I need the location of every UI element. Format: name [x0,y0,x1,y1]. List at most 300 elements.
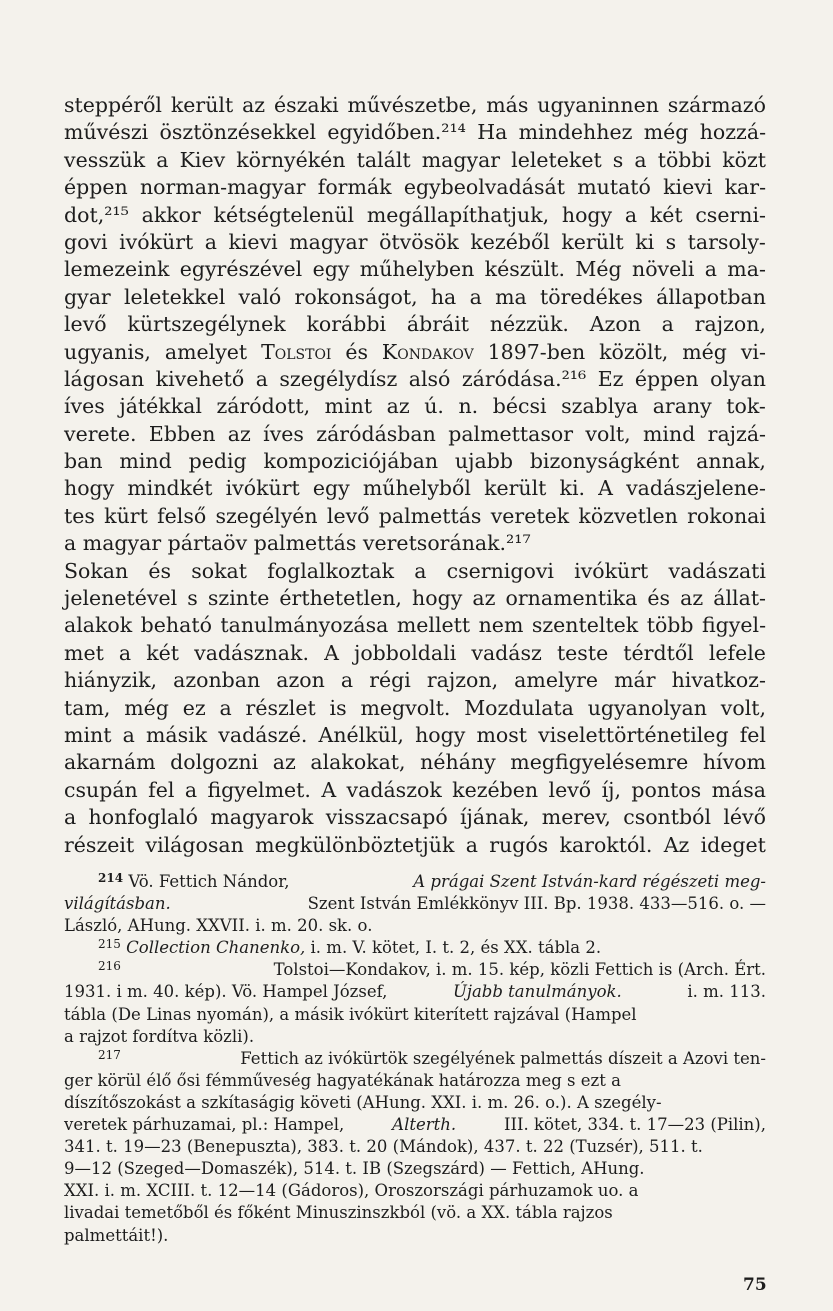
footnote-text: 341. t. 19—23 (Benepuszta), 383. t. 20 (Mándok), 437. t. 22 (Tuzsér), 511. t. [64,1137,703,1157]
footnote-text: 9—12 (Szeged—Domaszék), 514. t. IB (Szegszárd) — Fettich, AHung. [64,1159,645,1179]
word: íjának, [459,805,530,830]
word: állat- [713,586,766,611]
text-line [64,503,766,530]
word: készült. [484,257,566,282]
word: Ez [597,366,624,391]
word: govi [64,229,108,254]
footnote-217 [64,1048,766,1070]
word: térdtől [623,640,694,665]
footnote-text: a rajzot fordítva közli). [64,1026,255,1046]
word: kompoziciójában [263,449,439,474]
word: a [184,777,198,802]
footnote-216 [64,959,766,981]
word: olyan [710,366,766,391]
word: A [324,640,339,665]
word: még [682,339,727,364]
word: palmettás [247,531,357,556]
word: részeit [64,832,135,857]
word: lefele [708,640,766,665]
word: szinte [207,586,270,611]
word: és [148,558,172,583]
text-line [64,804,766,831]
text-line [64,722,766,749]
word: hiányzik, [64,668,158,693]
footnote-line [64,1026,766,1048]
word: megfigyelésemre [510,750,689,775]
word: kievi [663,175,713,200]
word: Azon [589,312,641,337]
text-line [64,284,766,311]
word: A [321,777,337,802]
word: tarsoly- [687,229,766,254]
word: is [329,695,347,720]
word: vi- [740,339,766,364]
word: akarnám [64,750,156,775]
word: két [649,202,683,227]
word: rajzon, [694,312,766,337]
footnote-line [64,893,766,915]
footnote-number: 217 [98,1047,121,1062]
word: Az [663,832,690,857]
footnote-text: Vö. Fettich Nándor, [128,872,290,891]
word: mint [324,394,373,419]
word: hogy [415,722,466,747]
word: rajzon, [426,668,499,693]
word: az [227,421,251,446]
word: már [614,668,656,693]
text-line [64,147,766,174]
footnote-title: világításban. [64,894,171,914]
word: alakok [64,613,133,638]
word: beható [140,613,212,638]
word: íves [263,421,304,446]
word: ma- [727,257,766,282]
word: záródása.²¹⁶ [461,366,587,391]
word: Ha [477,120,508,145]
word: kétségtelenül [213,202,355,227]
word: fel [148,777,175,802]
word: magyar [76,531,162,556]
word: norman-magyar [139,175,306,200]
text-line [64,777,766,804]
word: az [680,586,704,611]
text-line [64,339,766,366]
word: figyelmet. [207,777,311,802]
text-line [64,92,766,119]
word: ivókürt [225,476,300,501]
word: kürtszegélynek [127,312,286,337]
word: a [255,366,268,391]
footnote-number: 214 [98,871,124,885]
word: a [219,695,232,720]
word: csontból [623,805,712,830]
word: állapotban [656,284,766,309]
word: és [345,339,369,364]
word: honfoglaló [88,805,199,830]
word: más [486,93,529,117]
word: veretsorának.²¹⁷ [356,531,531,556]
text-line [64,174,766,201]
word: származó [667,93,766,117]
word: a [118,640,132,665]
footnote-title: Alterth. [392,1115,457,1135]
word: csupán [64,777,138,802]
text-line [64,612,766,639]
page-number: 75 [743,1275,767,1295]
footnote-text: i. m. 113. [687,982,766,1002]
word: játékkal [119,394,202,419]
text-line [64,832,766,859]
word: régi [369,668,411,693]
word: töredékes [540,284,643,309]
word: került [170,93,234,117]
word: hogy [64,476,115,501]
word: Ebben [148,421,216,446]
word: a [204,229,217,254]
word: azonban [173,668,261,693]
footnotes [64,871,766,1247]
text-line [64,393,766,420]
footnote-line [64,1202,766,1224]
word: másik [145,722,208,747]
text-line [64,202,766,229]
text-line [64,119,766,146]
footnote-text: Szent István Emlékkönyv III. Bp. 1938. 433—516. o. — [307,894,766,914]
footnote-text: XXI. i. m. XCIII. t. 12—14 (Gádoros), Oroszországi párhuzamok uo. a [64,1181,639,1201]
word: több [646,613,694,638]
word: teste [556,640,609,665]
word: északi [273,93,339,117]
word: egy [312,476,350,501]
word: szegélydísz [279,366,398,391]
word: arany [652,394,712,419]
word: szenteltek [531,613,639,638]
word: nézzük. [489,312,569,337]
word: 1897-ben [487,339,586,364]
word: a [704,257,717,282]
footnote-line [64,1136,766,1158]
footnote-line [64,1092,766,1114]
footnote-title: Újabb tanulmányok. [452,982,622,1002]
word: Sokan [64,558,129,583]
word: fel [739,722,766,747]
word: a [64,805,77,830]
footnote-line [64,1180,766,1202]
word: vadászjelene- [626,476,766,501]
word: szablya [561,394,639,419]
word: mindehhez [518,120,633,145]
footnote-text: i. m. V. kötet, I. t. 2, és XX. tábla 2. [310,938,602,958]
word: vesszük [64,147,146,172]
text-line [64,667,766,694]
word: az [272,750,296,775]
word: volt, [585,421,631,446]
word: mellett [396,613,471,638]
word: hozzá- [699,120,766,145]
word: most [476,722,528,747]
text-line [64,695,766,722]
word: közölt, [599,339,669,364]
word: ujabb [454,449,513,474]
word: egy [312,257,350,282]
word: leletekkel [124,284,226,309]
word: korábbi [306,312,387,337]
word: két [146,640,180,665]
word: közt [722,147,766,172]
word: lemezeink [64,257,170,282]
word: éppen [64,175,128,200]
word: visszacsapó [325,805,448,830]
word: ábráit [406,312,470,337]
word: való [238,284,282,309]
text-line [64,558,766,585]
footnote-line [64,1114,766,1136]
word: ugyanis, [64,339,151,364]
word: a [469,284,482,309]
word: palmettás [378,503,482,528]
footnote-title: Collection Chanenko, [126,938,306,958]
word: alsó [408,366,451,391]
word: ivókürt [574,558,649,583]
word: tanulmányozása [220,613,389,638]
word: néhány [420,750,496,775]
footnote-text: palmettáit!). [64,1225,169,1245]
text-line [64,530,766,557]
footnote-line [64,1225,766,1247]
word: többi [657,147,712,172]
word: mint [64,722,112,747]
footnote-text: 1931. i m. 40. kép). Vö. Hampel József, [64,982,388,1002]
word: közvetlen [578,503,678,528]
footnote-number: 215 [98,937,121,952]
word: vadász [471,640,542,665]
word: a [414,558,427,583]
text-line [64,311,766,338]
word: vadászé. [218,722,308,747]
word: a [64,531,77,556]
word: világosan [145,832,244,857]
word: ez [182,695,206,720]
word: pedig [188,449,247,474]
word: s [187,586,198,611]
word: megállapíthatjuk, [366,202,550,227]
word: kivehető [155,366,245,391]
footnote-text: tábla (De Linas nyomán), a másik ivókürt kiterített rajzával (Hampel [64,1004,637,1024]
word: íj, [601,777,621,802]
footnote-line [64,1070,766,1092]
word: akkor [141,202,201,227]
footnote-line [64,1158,766,1180]
word: dot,²¹⁵ [64,202,129,227]
word: lévő [723,805,766,830]
word: steppéről [64,93,162,117]
word: rugós [489,832,549,857]
word: jobboldali [353,640,457,665]
footnote-text: Fettich az ivókürtök szegélyének palmettás díszeit a Azovi ten- [240,1048,766,1068]
word: ösztönzésekkel [159,120,317,145]
text-line [64,229,766,256]
word: Kiev [179,147,226,172]
word: szegélyén [215,503,318,528]
word: és [647,586,671,611]
word: vadászati [668,558,766,583]
word: kar- [724,175,766,200]
word: hogy [561,202,613,227]
word: műhelyben [359,257,475,282]
word: palmettasor [448,421,574,446]
word: ú. [424,394,444,419]
word: cserni- [695,202,766,227]
word: hívom [702,750,766,775]
word: ban [64,449,103,474]
word: éppen [634,366,699,391]
word: ideget [700,832,766,857]
footnote-215 [64,937,766,959]
word: karoktól. [559,832,653,857]
footnote-text: Tolstoi—Kondakov, i. m. 15. kép, közli Fettich is (Arch. Ért. [273,960,766,980]
word: viselettörténetileg [538,722,729,747]
word: felső [157,503,207,528]
text-line [64,366,766,393]
word: megvolt. [360,695,451,720]
word: pártaöv [161,531,248,556]
word: vadásznak. [194,640,309,665]
word: ma [495,284,527,309]
word: az [242,93,266,117]
word: kievi [228,229,278,254]
word: növeli [632,257,695,282]
word: nem [478,613,524,638]
word: A [598,476,613,501]
word: környékén [236,147,346,172]
word: ugyanolyan [587,695,707,720]
word: záródásban [316,421,436,446]
footnote-title: A prágai Szent István-kard régészeti meg- [413,872,766,891]
word: részlet [245,695,316,720]
word: mind [119,449,172,474]
word: mutató [577,175,651,200]
text-line [64,749,766,776]
word: tok- [726,394,766,419]
footnote-text: veretek párhuzamai, pl.: Hampel, [64,1115,345,1135]
word: Tolstoi [261,339,332,364]
word: csernigovi [446,558,554,583]
word: kürt [104,503,148,528]
footnote-text: díszítőszokást a szkítaságig követi (AHung. XXI. i. m. 26. o.). A szegély- [64,1092,662,1112]
word: azon [276,668,325,693]
word: mása [711,777,766,802]
word: figyel- [702,613,766,638]
word: mind [642,421,696,446]
word: met [64,640,104,665]
word: rajzá- [707,421,766,446]
word: ugyaninnen [537,93,659,117]
word: egybeolvadását [403,175,565,200]
footnote-number: 216 [98,959,121,974]
word: művészetbe, [347,93,478,117]
word: az [472,586,496,611]
word: gyar [64,284,111,309]
word: amelyet [164,339,248,364]
footnote-line [64,981,766,1003]
word: tes [64,503,95,528]
text-line [64,475,766,502]
word: ha [430,284,457,309]
word: került [561,229,624,254]
word: n. [458,394,479,419]
footnote-text: livadai temetőből és főként Minuszinszkból (vö. a XX. tábla rajzos [64,1203,613,1223]
text-line [64,585,766,612]
text-line [64,256,766,283]
word: magyar [421,147,501,172]
word: foglalkoztak [267,558,395,583]
word: a [661,312,674,337]
footnote-line [64,915,766,937]
word: tam, [64,695,111,720]
word: dolgozni [170,750,259,775]
word: levő [548,777,592,802]
word: még [124,695,169,720]
word: az [386,394,410,419]
word: íves [64,394,105,419]
word: verete. [64,421,137,446]
footnote-text: III. kötet, 334. t. 17—23 (Pilin), [503,1115,766,1135]
word: Anélkül, [318,722,404,747]
word: volt, [720,695,766,720]
footnote-text: László, AHung. XXVII. i. m. 20. sk. o. [64,916,373,936]
word: művészi [64,120,149,145]
word: záródott, [216,394,311,419]
word: kezében [452,777,539,802]
word: ötvösök [379,229,459,254]
footnote-214 [64,871,766,893]
word: bécsi [492,394,547,419]
word: a [122,722,135,747]
word: talált [356,147,411,172]
main-text [64,92,766,859]
word: levő [64,312,107,337]
word: ornamentika [505,586,638,611]
word: magyarok [210,805,314,830]
word: bizonyságként [529,449,680,474]
word: Mozdulata [464,695,574,720]
word: mindkét [127,476,213,501]
word: alakokat, [310,750,406,775]
text-line [64,421,766,448]
word: merev, [541,805,611,830]
word: magyar [289,229,368,254]
word: a [465,832,478,857]
word: levő [326,503,370,528]
word: egyrészével [179,257,303,282]
word: Kondakov [381,339,474,364]
word: annak, [696,449,766,474]
word: Még [575,257,622,282]
word: rokonságot, [294,284,418,309]
word: hivatkoz- [671,668,766,693]
word: formák [317,175,392,200]
word: veretek [490,503,570,528]
word: egyidőben.²¹⁴ [327,120,466,145]
word: s [665,229,677,254]
word: került [484,476,547,501]
word: a [340,668,354,693]
word: érthetetlen, [279,586,402,611]
word: hogy [412,586,463,611]
word: amelyre [514,668,599,693]
word: kezéből [470,229,550,254]
footnote-text: ger körül élő ősi fémműveség hagyatékának határozza meg s ezt a [64,1070,621,1090]
